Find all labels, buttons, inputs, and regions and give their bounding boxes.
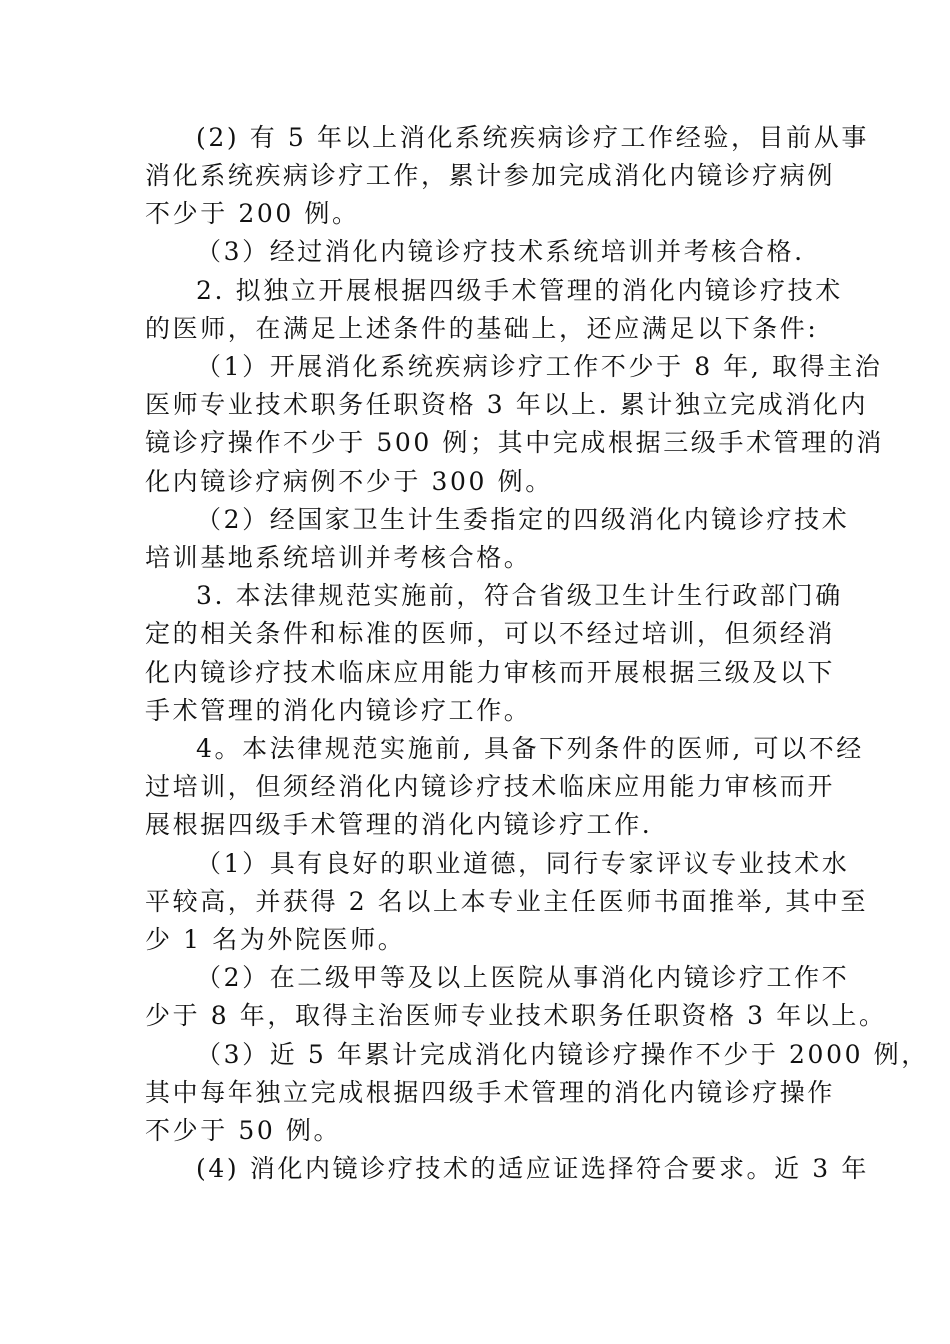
text-line: 的医师，在满足上述条件的基础上，还应满足以下条件: bbox=[145, 314, 819, 343]
text-line: (4) 消化内镜诊疗技术的适应证选择符合要求。近 3 年 bbox=[196, 1154, 869, 1183]
text-line: 化内镜诊疗技术临床应用能力审核而开展根据三级及以下 bbox=[145, 658, 836, 687]
text-line: （1）开展消化系统疾病诊疗工作不少于 8 年, 取得主治 bbox=[196, 352, 883, 381]
text-line: (2) 有 5 年以上消化系统疾病诊疗工作经验，目前从事 bbox=[196, 123, 869, 152]
text-line: （3）近 5 年累计完成消化内镜诊疗操作不少于 2000 例， bbox=[196, 1040, 929, 1069]
text-line: 消化系统疾病诊疗工作，累计参加完成消化内镜诊疗病例 bbox=[145, 161, 836, 190]
text-line: 其中每年独立完成根据四级手术管理的消化内镜诊疗操作 bbox=[145, 1078, 836, 1107]
text-line: （3）经过消化内镜诊疗技术系统培训并考核合格. bbox=[196, 237, 805, 266]
text-line: （2）在二级甲等及以上医院从事消化内镜诊疗工作不 bbox=[196, 963, 850, 992]
text-line: 过培训，但须经消化内镜诊疗技术临床应用能力审核而开 bbox=[145, 772, 836, 801]
text-line: 镜诊疗操作不少于 500 例；其中完成根据三级手术管理的消 bbox=[145, 428, 885, 457]
text-line: 不少于 200 例。 bbox=[145, 199, 360, 228]
text-line: 手术管理的消化内镜诊疗工作。 bbox=[145, 696, 532, 725]
text-line: 平较高，并获得 2 名以上本专业主任医师书面推举, 其中至 bbox=[145, 887, 869, 916]
text-line: 3. 本法律规范实施前，符合省级卫生计生行政部门确 bbox=[196, 581, 843, 610]
text-line: 2. 拟独立开展根据四级手术管理的消化内镜诊疗技术 bbox=[196, 276, 843, 305]
text-line: 4。本法律规范实施前, 具备下列条件的医师, 可以不经 bbox=[196, 734, 864, 763]
text-line: 不少于 50 例。 bbox=[145, 1116, 342, 1145]
text-line: 定的相关条件和标准的医师，可以不经过培训，但须经消 bbox=[145, 619, 836, 648]
text-line: 培训基地系统培训并考核合格。 bbox=[145, 543, 532, 572]
text-line: 展根据四级手术管理的消化内镜诊疗工作. bbox=[145, 810, 653, 839]
text-line: 少 1 名为外院医师。 bbox=[145, 925, 406, 954]
text-line: 少于 8 年，取得主治医师专业技术职务任职资格 3 年以上。 bbox=[145, 1001, 887, 1030]
text-line: 化内镜诊疗病例不少于 300 例。 bbox=[145, 467, 553, 496]
text-line: （2）经国家卫生计生委指定的四级消化内镜诊疗技术 bbox=[196, 505, 850, 534]
text-line: 医师专业技术职务任职资格 3 年以上. 累计独立完成消化内 bbox=[145, 390, 869, 419]
text-line: （1）具有良好的职业道德，同行专家评议专业技术水 bbox=[196, 849, 850, 878]
